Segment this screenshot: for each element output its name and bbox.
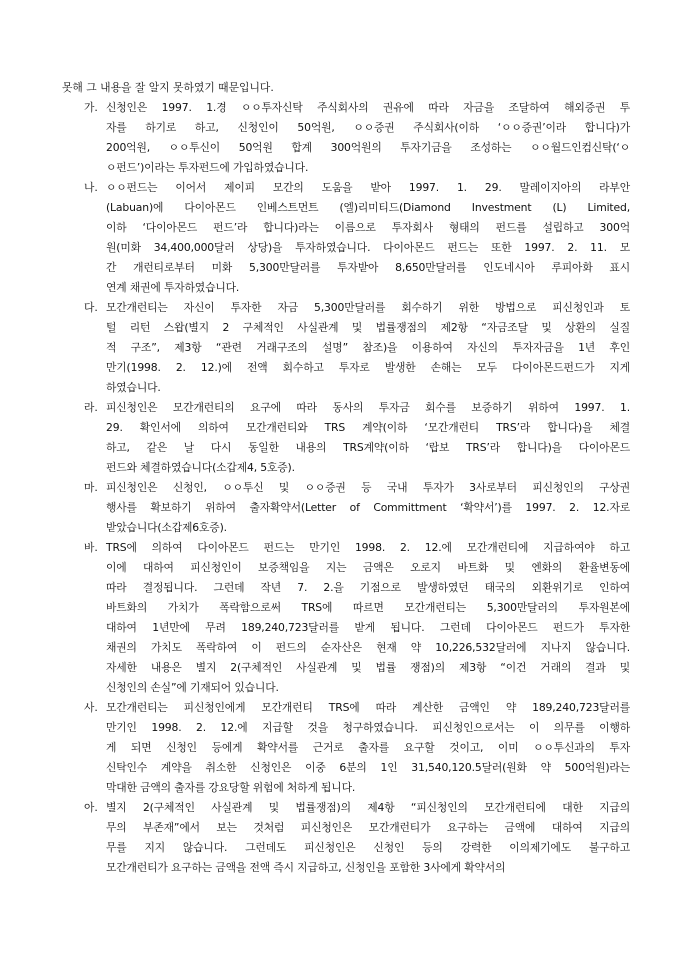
item-marker: 아. — [84, 801, 98, 814]
text-line: 따라 결정됩니다. 그런데 작년 7. 2.을 기점으로 발생하였던 태국의 외환위기로 인하여 — [106, 581, 630, 594]
text-line: 펀드와 체결하였습니다(소갑제4, 5호증). — [106, 461, 295, 474]
item-body — [106, 538, 630, 698]
text-line: 하고, 같은 날 다시 동일한 내용의 TRS계약(이하 ‘랍보 TRS’라 합니다)을 다이아몬드 — [106, 441, 630, 454]
text-line: 자세한 내용은 별지 2(구체적인 사실관계 및 법률 쟁점)의 제3항 “이건 거래의 결과 및 — [106, 661, 630, 674]
text-line: 만기(1998. 2. 12.)에 전액 회수하고 투자로 발생한 손해는 모두 다이아몬드펀드가 지게 — [106, 361, 630, 374]
text-line: 별지 2(구체적인 사실관계 및 법률쟁점)의 제4항 “피신청인의 모간개런티에 대한 지급의 — [106, 801, 630, 814]
text-line: 이하 ‘다이아몬드 펀드’라 합니다)라는 이름으로 투자회사 형태의 펀드를 설립하고 300억 — [106, 221, 630, 234]
text-line: 연계 채권에 투자하였습니다. — [106, 281, 240, 294]
item-marker: 가. — [84, 101, 98, 114]
text-line: TRS에 의하여 다이아몬드 펀드는 만기인 1998. 2. 12.에 모간개런티에 지급하여야 하고 — [106, 541, 630, 554]
item-body — [106, 178, 630, 298]
text-line: 게 되면 신청인 등에게 확약서를 근거로 출자를 요구할 것이고, 이미 ㅇㅇ투신과의 투자 — [106, 741, 630, 754]
text-line: 신청인의 손실”에 기재되어 있습니다. — [106, 681, 279, 694]
text-line: 대하여 1년만에 무려 189,240,723달러를 받게 됩니다. 그런데 다이아몬드 펀드가 투자한 — [106, 621, 630, 634]
item-marker: 라. — [84, 401, 98, 414]
item-marker: 마. — [84, 481, 98, 494]
text-line: 털 리턴 스왑(별지 2 구체적인 사실관계 및 법률쟁점의 제2항 “자금조달 및 상환의 실질 — [106, 321, 630, 334]
text-line: 신청인은 1997. 1.경 ㅇㅇ투자신탁 주식회사의 권유에 따라 자금을 조달하여 해외증권 투 — [106, 101, 630, 114]
text-line: 만기인 1998. 2. 12.에 지급할 것을 청구하였습니다. 피신청인으로서는 이 의무를 이행하 — [106, 721, 630, 734]
text-line: 무의 부존재”에서 보는 것처럼 피신청인은 모간개런티가 요구하는 금액에 대하여 지급의 — [106, 821, 630, 834]
text-line: 피신청인은 모간개런티의 요구에 따라 동사의 투자금 회수를 보증하기 위하여 1997. 1. — [106, 401, 630, 414]
text-line: 하였습니다. — [106, 381, 161, 394]
text-line: 모간개런티는 피신청인에게 모간개런티 TRS에 따라 계산한 금액인 약 189,240,723달러를 — [106, 701, 630, 714]
text-line: 피신청인은 신청인, ㅇㅇ투신 및 ㅇㅇ증권 등 국내 투자가 3사로부터 피신청인의 구상권 — [106, 481, 630, 494]
text-line: (Labuan)에 다이아몬드 인베스트먼트 (엘)리미티드(Diamond Investment (L) Limited, — [106, 201, 630, 214]
text-line: 적 구조”, 제3항 “관련 거래구조의 설명” 참조)을 이용하여 자신의 투자자금을 1년 후인 — [106, 341, 630, 354]
text-line: 막대한 금액의 출자를 강요당할 위험에 처하게 됩니다. — [106, 781, 356, 794]
text-line: 원(미화 34,400,000달러 상당)을 투자하였습니다. 다이아몬드 펀드는 또한 1997. 2. 11. 모 — [106, 241, 630, 254]
item-marker: 바. — [84, 541, 98, 554]
text-line: 이에 대하여 피신청인이 보증책임을 지는 금액은 오로지 바트화 및 엔화의 환율변동에 — [106, 561, 630, 574]
item-marker: 다. — [84, 301, 98, 314]
text-line: 채권의 가치도 폭락하여 이 펀드의 순자산은 현재 약 10,226,532달러에 지나지 않습니다. — [106, 641, 630, 654]
item-body — [106, 298, 630, 398]
intro-text: 못해 그 내용을 잘 알지 못하였기 때문입니다. — [62, 81, 274, 94]
item-body — [106, 398, 630, 478]
text-line: 모간개런티가 요구하는 금액을 전액 즉시 지급하고, 신청인을 포함한 3사에게 확약서의 — [106, 861, 506, 874]
item-marker: 나. — [84, 181, 98, 194]
text-line: 모간개런티는 자신이 투자한 자금 5,300만달러를 회수하기 위한 방법으로 피신청인과 토 — [106, 301, 630, 314]
item-body — [106, 98, 630, 178]
text-line: ㅇㅇ펀드는 이어서 제이피 모간의 도움을 받아 1997. 1. 29. 말레이지아의 라부안 — [106, 181, 630, 194]
text-line: 바트화의 가치가 폭락함으로써 TRS에 따르면 모간개런티는 5,300만달러의 투자원본에 — [106, 601, 630, 614]
item-body — [106, 798, 630, 878]
item-body — [106, 478, 630, 538]
text-line: 29. 확인서에 의하여 모간개런티와 TRS 계약(이하 ‘모간개런티 TRS’라 합니다)을 체결 — [106, 421, 630, 434]
text-line: 행사를 확보하기 위하여 출자확약서(Letter of Committment ‘확약서’)를 1997. 2. 12.자로 — [106, 501, 630, 514]
text-line: 무를 지지 않습니다. 그런데도 피신청인은 신청인 등의 강력한 이의제기에도 불구하고 — [106, 841, 630, 854]
item-marker: 사. — [84, 701, 98, 714]
item-body — [106, 698, 630, 798]
text-line: 간 개런티로부터 미화 5,300만달러를 투자받아 8,650만달러를 인도네시아 루피아화 표시 — [106, 261, 630, 274]
text-line: 200억원, ㅇㅇ투신이 50억원 합계 300억원의 투자기금을 조성하는 ㅇㅇ월드인컴신탁(‘ㅇ — [106, 141, 630, 154]
text-line: ㅇ펀드’)이라는 투자펀드에 가입하였습니다. — [106, 161, 309, 174]
text-line: 신탁인수 계약을 취소한 신청인은 이중 6분의 1인 31,540,120.5달러(원화 약 500억원)라는 — [106, 761, 630, 774]
text-line: 받았습니다(소갑제6호증). — [106, 521, 227, 534]
text-line: 자를 하기로 하고, 신청인이 50억원, ㅇㅇ증권 주식회사(이하 ‘ㅇㅇ증권’이라 합니다)가 — [106, 121, 630, 134]
